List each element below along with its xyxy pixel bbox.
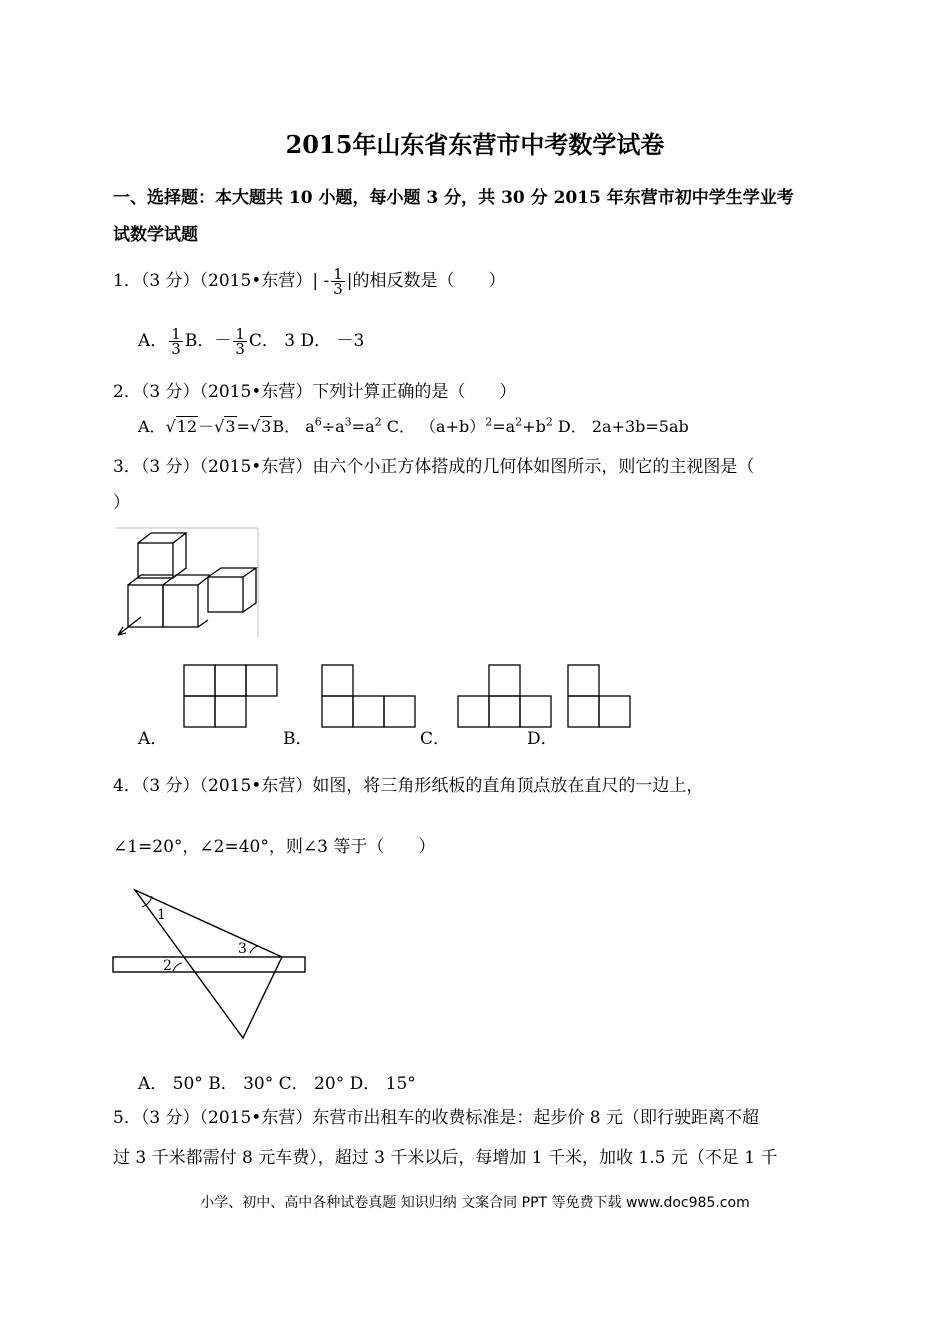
q2-exp-3: 2 [374, 415, 382, 429]
q2-opt-d: D． 2a+3b=5ab [552, 417, 689, 436]
question-3-stem: 3．（3 分）（2015•东营）由六个小正方体搭成的几何体如图所示，则它的主视图是（ [113, 457, 755, 477]
q3-option-c-label: C． [420, 729, 451, 749]
q1-stem-a: 1．（3 分）（2015•东营）| - [113, 271, 330, 291]
question-1-stem [113, 266, 505, 296]
q2-opt-c-plus: +b [522, 417, 546, 436]
option-c-grid [457, 664, 552, 728]
option-a-grid [183, 664, 278, 728]
cube-figure [113, 525, 263, 640]
question-4-stem: 4．（3 分）（2015•东营）如图，将三角形纸板的直角顶点放在直尺的一边上， [113, 776, 704, 796]
q2-opt-b: B． a [272, 417, 315, 436]
q1-opt-b-den: 3 [235, 340, 245, 358]
q2-opt-b-mid: ÷a [321, 417, 345, 436]
page-footer: 小学、初中、高中各种试卷真题 知识归纳 文案合同 PPT 等免费下载 www.doc985.com [200, 1195, 750, 1211]
q1-fraction [331, 267, 345, 296]
q2-opt-a-label: A． [138, 417, 166, 436]
question-4-stem-cont: ∠1=20°，∠2=40°，则∠3 等于（ ） [113, 837, 436, 857]
q1-opt-rest: C． 3 D． －3 [248, 331, 365, 351]
angle-3-label: 3 [238, 941, 247, 957]
question-5-line1: 5．（3 分）（2015•东营）东营市出租车的收费标准是：起步价 8 元（即行驶距离不超 [113, 1108, 759, 1128]
q2-minus: － [198, 417, 215, 436]
q1-opt-a-frac [169, 327, 183, 356]
q2-exp-4: 2 [485, 415, 493, 429]
option-d-grid [567, 664, 631, 728]
q2-radicand-3: 3 [261, 417, 272, 436]
q1-frac-num: 1 [333, 265, 343, 283]
q1-frac-den: 3 [333, 280, 343, 298]
q3-option-a-label: A． [138, 729, 168, 749]
q1-opt-b-label: B．－ [184, 331, 232, 351]
question-4-options: A． 50° B． 30° C． 20° D． 15° [138, 1074, 416, 1094]
section-heading-line2: 试数学试题 [113, 225, 198, 245]
q2-opt-c: C． （a+b） [381, 417, 486, 436]
page-title: 2015年山东省东营市中考数学试卷 [285, 130, 665, 159]
triangle-ruler-figure [110, 885, 310, 1045]
question-3-stem-cont: ） [113, 493, 130, 513]
question-1-options [138, 326, 364, 356]
question-2-stem: 2．（3 分）（2015•东营）下列计算正确的是（ ） [113, 382, 517, 402]
question-2-options [138, 414, 689, 437]
angle-2-label: 2 [163, 958, 172, 974]
q2-opt-c-eq: =a [492, 417, 516, 436]
q1-opt-a-den: 3 [171, 340, 181, 358]
q3-option-d-label: D． [527, 729, 558, 749]
q2-exp-6: 2 [545, 415, 553, 429]
q1-opt-b-num: 1 [235, 325, 245, 343]
q3-option-b-label: B． [283, 729, 313, 749]
q1-opt-b-frac [233, 327, 247, 356]
q2-opt-b-eq: =a [351, 417, 375, 436]
q2-radicand-1: 12 [176, 417, 198, 436]
q1-opt-a-label: A． [138, 331, 168, 351]
q2-radicand-2: 3 [225, 417, 236, 436]
section-heading-line1: 一、选择题：本大题共 10 小题，每小题 3 分，共 30 分 2015 年东营市初中学生学业考 [113, 188, 794, 208]
question-5-line2: 过 3 千米都需付 8 元车费），超过 3 千米以后，每增加 1 千米，加收 1.5 元（不足 1 千 [113, 1148, 778, 1168]
q2-exp-1: 6 [314, 415, 322, 429]
sqrt-icon: √ [214, 417, 225, 436]
sqrt-icon: √ [165, 417, 176, 436]
sqrt-icon: √ [249, 417, 261, 436]
q2-exp-5: 2 [515, 415, 523, 429]
option-b-grid [321, 664, 416, 728]
q1-stem-b: |的相反数是（ ） [346, 271, 506, 291]
q1-opt-a-num: 1 [171, 325, 181, 343]
angle-1-label: 1 [157, 907, 166, 923]
q2-equals: = [236, 417, 250, 436]
q2-exp-2: 3 [344, 415, 352, 429]
